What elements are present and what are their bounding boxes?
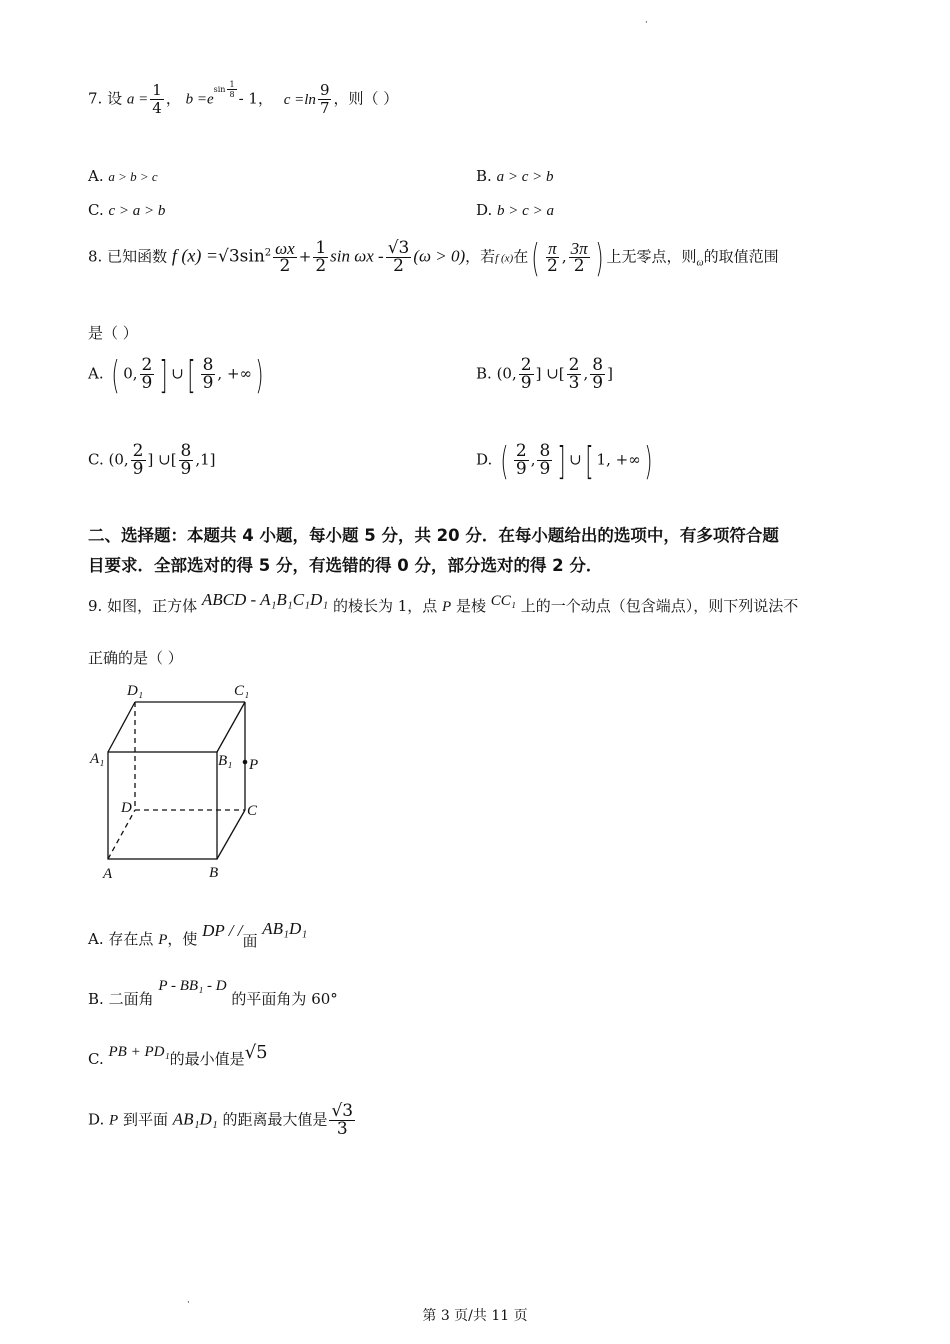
q7-a-fraction: $\frac{1}{4}$ — [152, 81, 162, 117]
q9-option-c[interactable]: C. PB + PD₁的最小值是√5 — [88, 1042, 268, 1068]
label-d1: D₁ — [127, 683, 144, 699]
q7-option-a[interactable]: A. a > b > c — [88, 167, 158, 185]
question-9: 9. 如图，正方体 ABCD - A₁B₁C₁D₁ 的棱长为 1，点 P 是棱 CC₁ 上的一个动点（包含端点），则下列说法不 — [88, 590, 799, 615]
q8-line2: 是（ ） — [88, 324, 138, 342]
q8-pi-half: $\frac{\pi}{2}$ — [547, 239, 558, 276]
q7-number: 7. — [88, 89, 103, 108]
section-2-heading-line2: 目要求．全部选对的得 5 分，有选错的得 0 分，部分选对的得 2 分． — [88, 556, 603, 575]
q8-option-d[interactable]: D. ( $\frac{2}{9}$ , $\frac{8}{9}$ ] ∪[ 1, +∞) — [476, 438, 653, 483]
q9-d-fraction: $\frac{√3}{3}$ — [331, 1101, 354, 1139]
q9-option-d[interactable]: D. P 到平面 AB₁D₁ 的距离最大值是 $\frac{√3}{3}$ — [88, 1101, 354, 1139]
q8-f-lhs: f (x) = — [171, 245, 219, 266]
question-8: 8. 已知函数 f $(x) =√3\sin^2$ $\frac{\omega x}{2}$ + $\frac{1}{2}$ sin ωx - $\frac{√3}{2}$ (ω > 0)，若f (x)在( $\frac{\pi}{2}$ , $\frac{3\pi}{2}$ ) 上无零点，则$_\omega$的取值范围 — [88, 235, 779, 280]
header-mark: · — [645, 18, 648, 28]
q7-b-lhs: b =e — [185, 91, 214, 108]
footer-mark: · — [187, 1298, 190, 1308]
q8-option-a[interactable]: A. ( 0, $\frac{2}{9}$ ] ∪[ $\frac{8}{9}$ , +∞) — [88, 352, 264, 397]
label-c: C — [247, 803, 258, 819]
label-b1: B₁ — [218, 753, 233, 769]
point-p — [243, 760, 248, 765]
q9-cube-name: ABCD - A₁B₁C₁D₁ — [201, 590, 329, 609]
cube-edge-b1c1 — [217, 702, 245, 752]
q8-lead: 已知函数 — [107, 247, 168, 266]
q9-line2: 正确的是（ ） — [88, 649, 183, 667]
q8-root3-half: $\frac{√3}{2}$ — [387, 238, 410, 276]
cube-edge-a1d1 — [108, 702, 135, 752]
q7-option-b[interactable]: B. a > c > b — [476, 167, 554, 185]
q9-option-b[interactable]: B. 二面角 P - BB₁ - D 的平面角为 60° — [88, 978, 338, 1008]
q7-option-c[interactable]: C. c > a > b — [88, 201, 166, 219]
q7-c-fraction: $\frac{9}{7}$ — [319, 81, 330, 117]
q7-tail: ，则（ ） — [333, 89, 399, 108]
cube-hidden-edge-ad — [108, 810, 135, 859]
label-p: P — [249, 757, 259, 773]
q7-b-exponent: sin 1 8 — [213, 80, 235, 99]
q7-a-lhs: a = — [126, 91, 149, 108]
q7-option-d[interactable]: D. b > c > a — [476, 201, 554, 219]
q8-half-fraction: $\frac{1}{2}$ — [315, 238, 327, 276]
label-a1: A₁ — [90, 751, 105, 767]
q8-number: 8. — [88, 247, 103, 266]
q7-c-lhs: c =ln — [283, 91, 316, 108]
q8-option-c[interactable]: C. (0, $\frac{2}{9}$ ] ∪[ $\frac{8}{9}$ ,1] — [88, 441, 216, 479]
label-c1: C₁ — [234, 683, 250, 699]
label-d: D — [121, 800, 132, 816]
q7-b-tail: - 1， — [238, 89, 273, 108]
cube-edge-bc — [217, 810, 245, 859]
q9-number: 9. — [88, 597, 103, 615]
label-a: A — [103, 866, 113, 882]
q8-option-b[interactable]: B. (0, $\frac{2}{9}$ ] ∪[ $\frac{2}{3}$ , $\frac{8}{9}$ ] — [476, 355, 613, 393]
section-2-heading-line1: 二、选择题：本题共 4 小题，每小题 5 分，共 20 分．在每小题给出的选项中，有多项符合题 — [88, 526, 779, 545]
question-7: 7. 设 a = $\frac{1}{4}$ ， $b =e^{sin \frac{1}{8}}$ - 1， c =ln $\frac{9}{7}$ ，则（ ） — [88, 80, 399, 117]
page-footer: 第 3 页/共 11 页 — [422, 1308, 528, 1324]
q9-option-a[interactable]: A. 存在点 P，使 DP / /面 AB₁D₁ — [88, 919, 308, 950]
q7-lead: 设 — [107, 89, 123, 108]
label-b: B — [209, 865, 219, 881]
cube-figure — [85, 680, 285, 885]
q8-omegax-fraction: $\frac{\omega x}{2}$ — [275, 239, 295, 276]
q8-3pi-half: $\frac{3\pi}{2}$ — [570, 239, 588, 276]
